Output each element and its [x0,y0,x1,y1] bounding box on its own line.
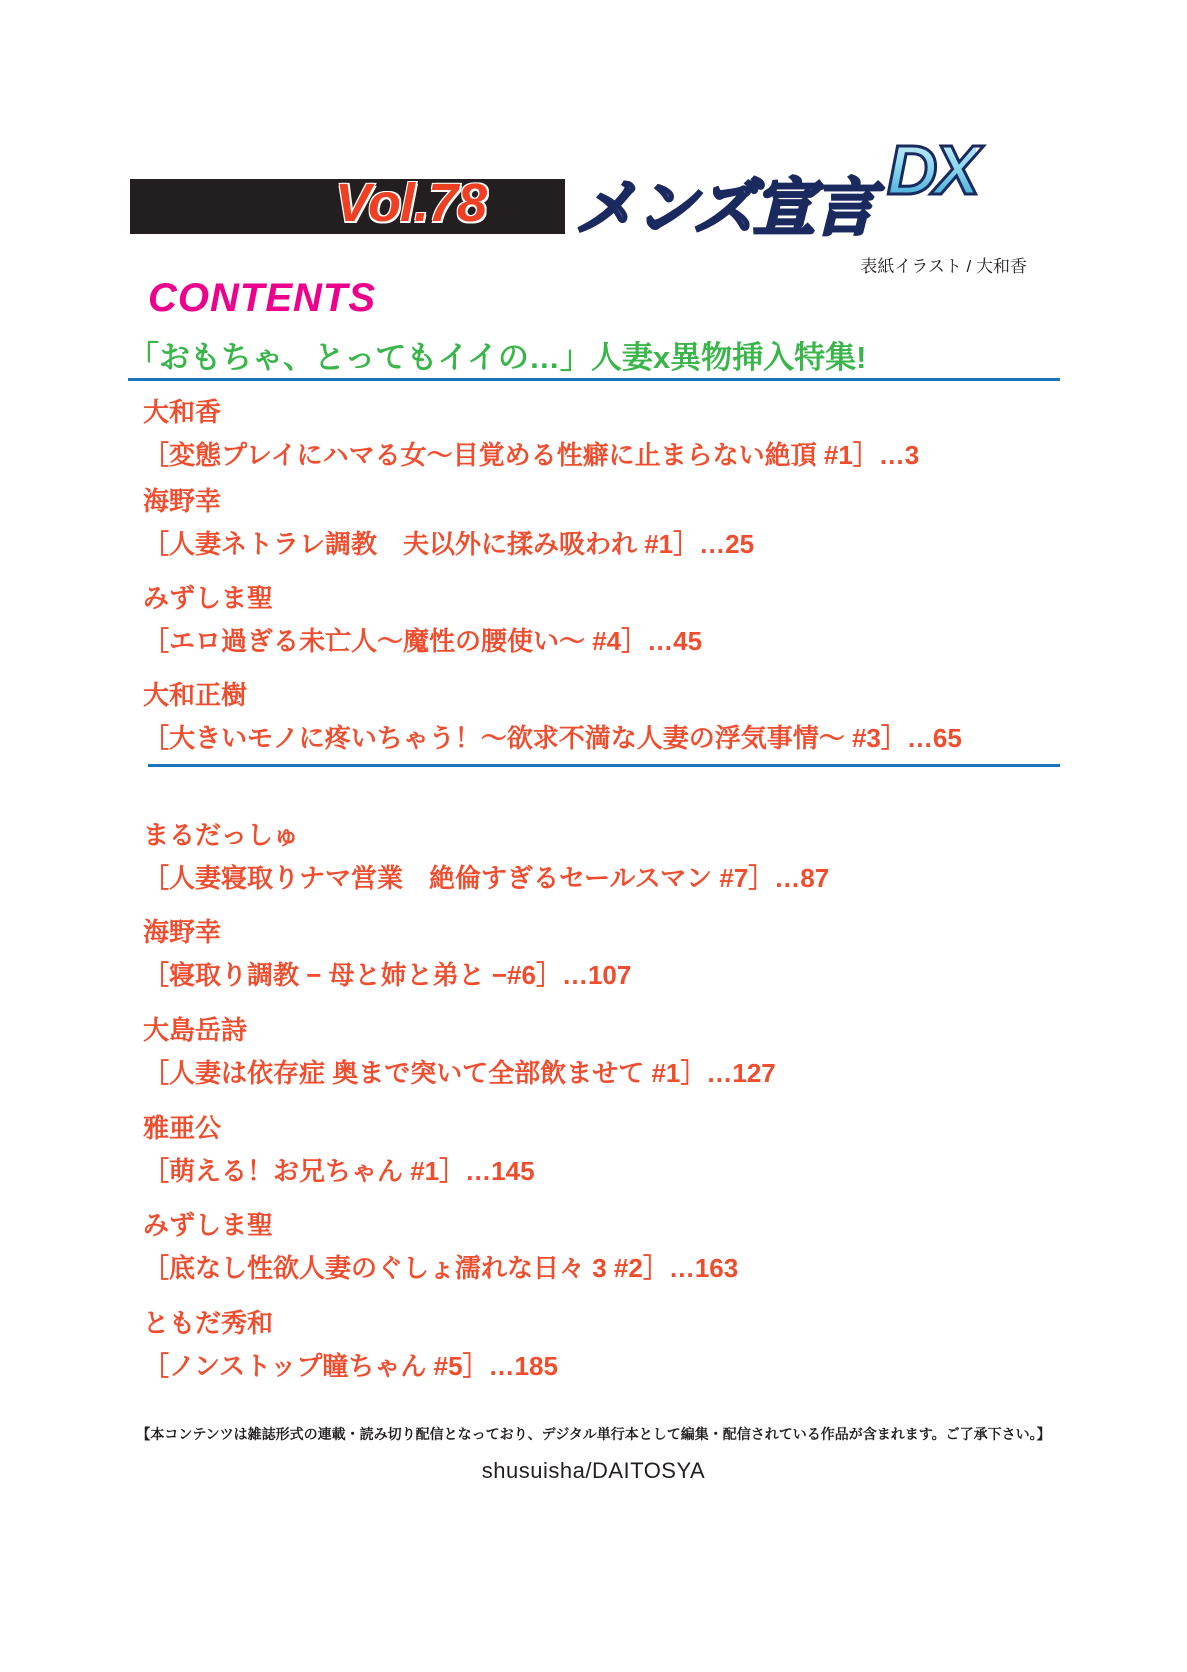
entry-author: 雅亜公 [143,1113,222,1143]
entry-title: ［底なし性欲人妻のぐしょ濡れな日々 3 #2］…163 [143,1253,739,1283]
list-item[interactable] [143,1205,1103,1285]
entry-title: ［大きいモノに疼いちゃう！〜欲求不満な人妻の浮気事情〜 #3］…65 [143,723,962,753]
entry-title: ［人妻は依存症 奥まで突いて全部飲ませて #1］…127 [143,1058,776,1088]
entry-author: 海野幸 [143,486,222,516]
entry-author: ともだ秀和 [143,1308,274,1338]
list-item[interactable] [143,392,1103,472]
magazine-logo-main-text: メンズ宣言 [575,158,873,247]
footer-publisher: shusuisha/DAITOSYA [481,1458,706,1483]
entry-author: みずしま聖 [143,1210,274,1240]
entry-title: ［萌える！お兄ちゃん #1］…145 [143,1156,535,1186]
list-item[interactable] [143,912,1103,992]
volume-label: Vol.78 [335,173,487,233]
magazine-logo [565,130,995,250]
entry-title: ［ノンストップ瞳ちゃん #5］…185 [143,1351,558,1381]
footer-note: 【本コンテンツは雑誌形式の連載・読み切り配信となっており、デジタル単行本として編集・配信されている作品が含まれます。ご了承下さい。】 [136,1426,1051,1442]
magazine-logo-dx-text: DX [887,131,977,209]
list-item[interactable] [143,675,1103,755]
entry-title: ［人妻ネトラレ調教 夫以外に揉み吸われ #1］…25 [143,529,755,559]
feature-headline: 「おもちゃ、とってもイイの…」人妻x異物挿入特集! [128,340,867,375]
entry-author: 海野幸 [143,917,222,947]
list-item[interactable] [143,815,1103,895]
list-item[interactable] [143,1303,1103,1383]
list-item[interactable] [143,578,1103,658]
entry-title: ［人妻寝取りナマ営業 絶倫すぎるセールスマン #7］…87 [143,863,830,893]
cover-illustration-credit: 表紙イラスト / 大和香 [860,257,1027,276]
divider-top [128,378,1060,381]
entry-title: ［変態プレイにハマる女〜目覚める性癖に止まらない絶頂 #1］…3 [143,440,920,470]
entry-author: みずしま聖 [143,583,274,613]
entry-author: まるだっしゅ [143,820,300,850]
list-item[interactable] [143,1010,1103,1090]
list-item[interactable] [143,481,1103,561]
entry-author: 大島岳詩 [143,1015,248,1045]
entry-author: 大和正樹 [143,680,248,710]
list-item[interactable] [143,1108,1103,1188]
divider-middle [148,764,1060,767]
entry-title: ［寝取り調教 − 母と姉と弟と −#6］…107 [143,960,632,990]
entry-title: ［エロ過ぎる未亡人〜魔性の腰使い〜 #4］…45 [143,626,703,656]
contents-heading: CONTENTS [148,276,376,320]
masthead [0,120,1187,276]
entry-author: 大和香 [143,397,222,427]
